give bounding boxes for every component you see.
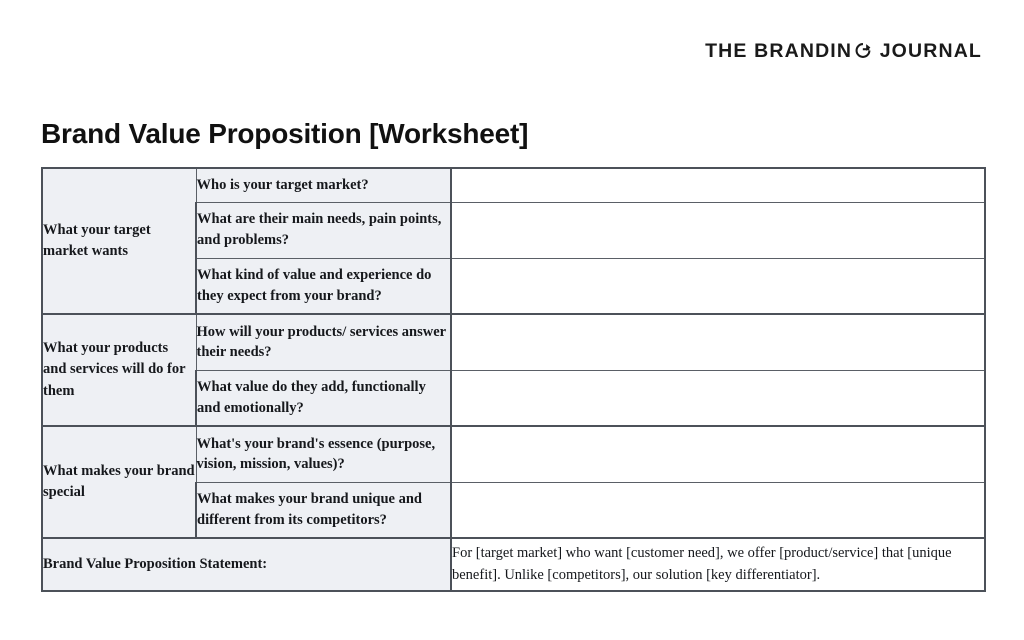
statement-value-cell[interactable]: For [target market] who want [customer need], we offer [product/service] that [unique benefit]. Unlike [competitors], our solution [key differentiator]. — [451, 538, 985, 591]
question-cell: What's your brand's essence (purpose, vision, mission, values)? — [196, 426, 451, 482]
answer-cell[interactable] — [451, 370, 985, 426]
statement-row — [42, 538, 985, 591]
answer-cell[interactable] — [451, 202, 985, 258]
question-cell: What kind of value and experience do they expect from your brand? — [196, 258, 451, 314]
page-title: Brand Value Proposition [Worksheet] — [41, 117, 529, 149]
table-row — [42, 426, 985, 482]
brand-logo-text-after: JOURNAL — [879, 40, 982, 62]
question-cell: How will your products/ services answer their needs? — [196, 314, 451, 370]
group-label-cell: What your products and services will do for them — [42, 314, 196, 426]
brand-logo-text — [705, 38, 982, 63]
question-cell: What makes your brand unique and different from its competitors? — [196, 482, 451, 538]
question-cell: Who is your target market? — [196, 168, 451, 202]
statement-label-cell: Brand Value Proposition Statement: — [42, 538, 451, 591]
g-arrow-icon — [853, 41, 872, 60]
group-label-cell: What your target market wants — [42, 168, 196, 314]
answer-cell[interactable] — [451, 258, 985, 314]
table-row — [42, 168, 985, 202]
answer-cell[interactable] — [451, 168, 985, 202]
brand-logo-text-before: THE BRANDIN — [705, 40, 853, 62]
table-row — [42, 314, 985, 370]
group-label-cell: What makes your brand special — [42, 426, 196, 538]
answer-cell[interactable] — [451, 426, 985, 482]
answer-cell[interactable] — [451, 314, 985, 370]
brand-logo — [705, 38, 982, 63]
question-cell: What value do they add, functionally and emotionally? — [196, 370, 451, 426]
answer-cell[interactable] — [451, 482, 985, 538]
worksheet-table — [41, 167, 986, 592]
question-cell: What are their main needs, pain points, and problems? — [196, 202, 451, 258]
